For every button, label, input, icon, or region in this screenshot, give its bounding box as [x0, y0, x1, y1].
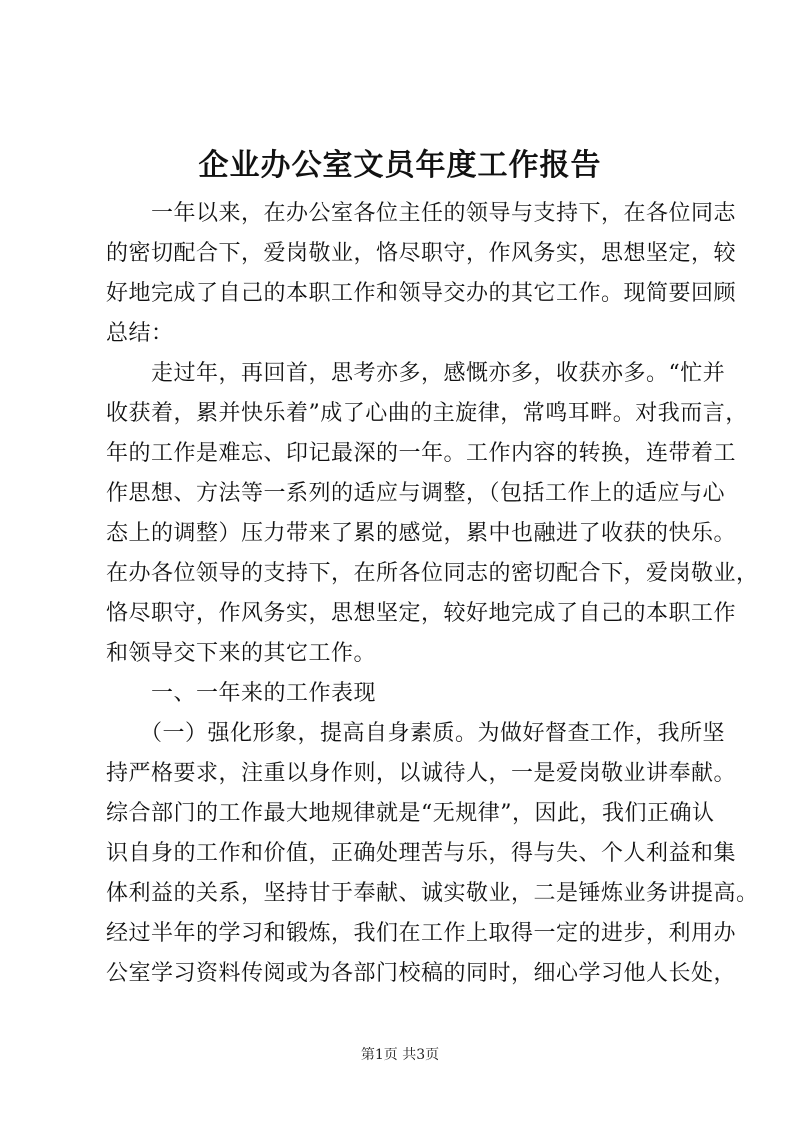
body-line: 好地完成了自己的本职工作和领导交办的其它工作。现简要回顾: [106, 281, 737, 306]
body-line: （一）强化形象，提高自身素质。为做好督查工作，我所坚: [106, 721, 726, 746]
body-line: 恪尽职守，作风务实，思想坚定，较好地完成了自己的本职工作: [106, 601, 737, 626]
page-number-footer: 第1页 共3页: [360, 1047, 440, 1063]
body-line: 和领导交下来的其它工作。: [106, 641, 377, 666]
document-title: 企业办公室文员年度工作报告: [198, 148, 602, 183]
body-line: 一年以来，在办公室各位主任的领导与支持下，在各位同志: [106, 201, 737, 226]
body-line: 持严格要求，注重以身作则，以诚待人，一是爱岗敬业讲奉献。: [106, 761, 737, 786]
body-line: 年的工作是难忘、印记最深的一年。工作内容的转换，连带着工: [106, 441, 737, 466]
body-line: 经过半年的学习和锻炼，我们在工作上取得一定的进步，利用办: [106, 921, 737, 946]
body-line: 的密切配合下，爱岗敬业，恪尽职守，作风务实，思想坚定，较: [106, 241, 737, 266]
body-line: 在办各位领导的支持下，在所各位同志的密切配合下，爱岗敬业，: [106, 561, 759, 586]
body-line: 态上的调整）压力带来了累的感觉，累中也融进了收获的快乐。: [106, 521, 737, 546]
body-line: 体利益的关系，坚持甘于奉献、诚实敬业，二是锤炼业务讲提高。: [106, 881, 759, 906]
document-body: [106, 194, 759, 994]
body-line: 收获着，累并快乐着”成了心曲的主旋律，常鸣耳畔。对我而言，: [106, 401, 748, 426]
body-line: 总结：: [106, 321, 174, 346]
body-line: 走过年，再回首，思考亦多，感慨亦多，收获亦多。“忙并: [106, 361, 726, 386]
body-line: 公室学习资料传阅或为各部门校稿的同时，细心学习他人长处，: [106, 961, 737, 986]
section-heading: 一、一年来的工作表现: [106, 681, 377, 706]
body-line: 综合部门的工作最大地规律就是“无规律”，因此，我们正确认: [106, 801, 715, 826]
body-line: 作思想、方法等一系列的适应与调整，（包括工作上的适应与心: [106, 481, 726, 506]
body-line: 识自身的工作和价值，正确处理苦与乐，得与失、个人利益和集: [106, 841, 737, 866]
